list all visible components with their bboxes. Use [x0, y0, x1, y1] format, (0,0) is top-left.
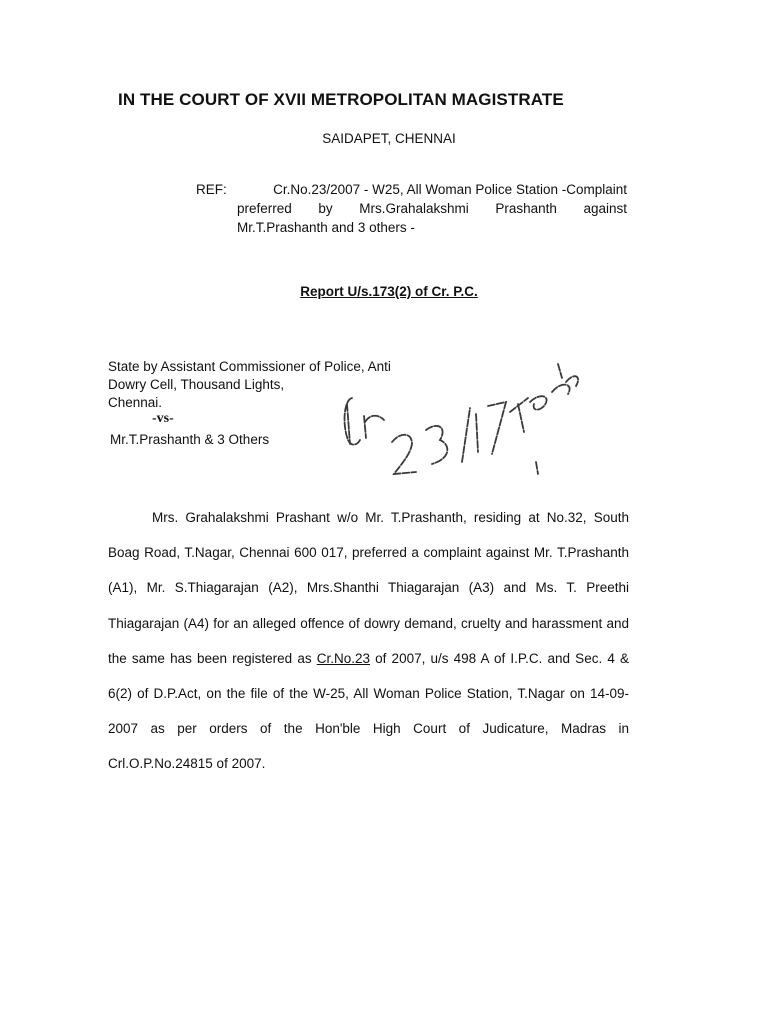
versus-label: -vs- [152, 411, 174, 426]
reference-word: preferred [237, 201, 292, 216]
reference-word: by [318, 201, 333, 216]
court-place: SAIDAPET, CHENNAI [322, 131, 456, 146]
reference-label: REF: [196, 182, 227, 197]
complainant-line: State by Assistant Commissioner of Police, Anti [108, 359, 391, 374]
crime-number-link: Cr.No.23 [316, 650, 371, 666]
reference-line-2 [237, 199, 627, 218]
reference-line-1 [196, 180, 627, 199]
handwritten-annotation [330, 352, 590, 492]
report-heading: Report U/s.173(2) of Cr. P.C. [300, 284, 478, 299]
body-text: Mrs. Grahalakshmi Prashant w/o Mr. T.Prashanth, residing at No.32, South Boag Road, T.Nagar, Chennai 600 017, preferred a complaint against Mr. T.Prashanth (A1), Mr. S.Thiagarajan (A2), Mrs.Shanthi Thiagarajan (A3) and Ms. T. Preethi Thiagarajan (A4) for an alleged offence of dowry demand, cruelty and harassment and the same has been registered as [108, 510, 629, 666]
reference-line-3: Mr.T.Prashanth and 3 others - [237, 220, 415, 235]
complainant-line: Dowry Cell, Thousand Lights, [108, 377, 285, 392]
accused-label: Mr.T.Prashanth & 3 Others [110, 432, 270, 447]
reference-case-number: Cr.No.23/2007 - W25, All Woman Police Station -Complaint [273, 182, 627, 197]
court-title: IN THE COURT OF XVII METROPOLITAN MAGISTRATE [118, 90, 564, 109]
reference-word: Prashanth [495, 201, 557, 216]
reference-block [196, 180, 627, 237]
body-text: of 2007, u/s 498 A of I.P.C. and Sec. 4 & 6(2) of D.P.Act, on the file of the W-25, All Woman Police Station, T.Nagar on 14-09-2007 as per orders of the Hon'ble High Court of Judicature, Madras in Crl.O.P.No.24815 of 2007. [108, 650, 629, 772]
body-paragraph [108, 500, 629, 782]
complainant-line: Chennai. [108, 395, 163, 410]
reference-word: against [583, 201, 627, 216]
reference-word: Mrs.Grahalakshmi [359, 201, 469, 216]
